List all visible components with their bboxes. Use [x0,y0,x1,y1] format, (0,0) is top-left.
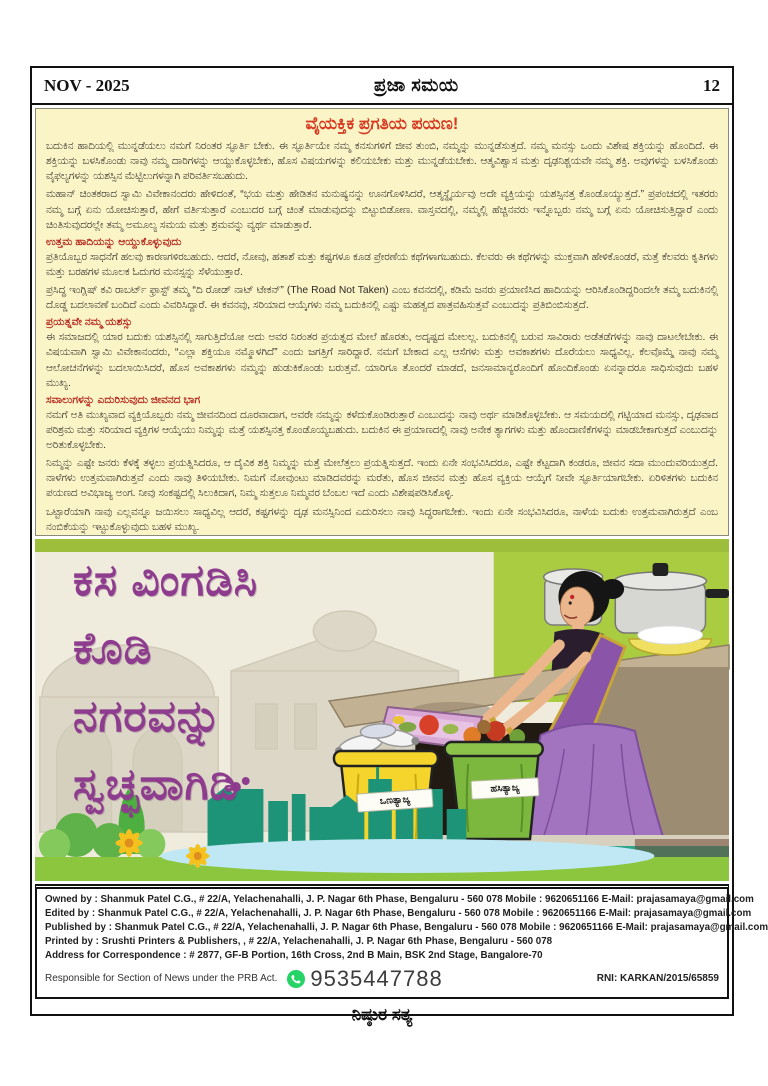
dry-waste-bin-label: ಒಣತ್ಯಾಜ್ಯ [356,788,433,812]
waste-segregation-ad [35,539,729,881]
article-paragraph: ಪ್ರತಿಯೊಬ್ಬರ ಸಾಧನೆಗೆ ಹಲವು ಕಾರಣಗಳಿರಬಹುದು. ಆದರೆ, ನೋವು, ಹತಾಶೆ ಮತ್ತು ಕಷ್ಟಗಳೂ ಕೂಡ ಪ್ರೇರಣೆಯ ಕಥೆಗಳಾಗಬಹುದು. ಕೆಲವರು ಈ ಕಥೆಗಳನ್ನು ಮುಕ್ತವಾಗಿ ಹೇಳಿಕೊಂಡರೆ, ಮತ್ತೆ ಕೆಲವರು ಕೃತಿಗಳು ಮತ್ತು ಬರಹಗಳ ಮೂಲಕ ಓದುಗರ ಮನಸ್ಸನ್ನು ಸೆಳೆಯುತ್ತಾರೆ. [46,251,718,278]
rni-registration: RNI: KARKAN/2015/65859 [596,973,719,985]
ad-slogan [73,556,259,831]
imprint-box [35,884,768,999]
bottom-strip [32,1002,732,1028]
masthead-bar [32,68,732,105]
page-number: 12 [702,75,720,95]
article-paragraph: ನಮಗೆ ಅತಿ ಮುಖ್ಯವಾದ ವ್ಯಕ್ತಿಯೊಬ್ಬರು ನಮ್ಮ ಜೀವನದಿಂದ ದೂರವಾದಾಗ, ಅವರೇ ನಮ್ಮನ್ನು ಕಳೆದುಕೊಂಡಿರುತ್ತಾರೆ ಎಂಬುದನ್ನು ನಾವು ಅರ್ಥ ಮಾಡಿಕೊಳ್ಳಬೇಕು. ಆ ಸಮಯದಲ್ಲಿ ಗಟ್ಟಿಯಾದ ಮನಸ್ಸು, ದೃಢವಾದ ಪರಿಶ್ರಮ ಮತ್ತು ಸರಿಯಾದ ವ್ಯಕ್ತಿಗಳ ಆಯ್ಕೆಯು ನಿಮ್ಮನ್ನು ಮತ್ತೆ ಯಶಸ್ಸಿನತ್ತ ಕೊಂಡೊಯ್ಯಬಹುದು. ಬದುಕಿನ ಈ ಪ್ರಯಾಣದಲ್ಲಿ ನಾವು ಅನೇಕ ತ್ಯಾಗಗಳು ಮತ್ತು ಹೊಂದಾಣಿಕೆಗಳನ್ನು ಮಾಡಬೇಕಾಗುತ್ತದೆ ಎಂಬುದನ್ನು ಅರಿತುಕೊಳ್ಳಬೇಕು. [46,409,718,451]
article-paragraph: ಮಹಾನ್ ಚಿಂತಕರಾದ ಸ್ವಾಮಿ ವಿವೇಕಾನಂದರು ಹೇಳಿದಂತೆ, “ಭಯ ಮತ್ತು ಹೇಡಿತನ ಮನುಷ್ಯನನ್ನು ಊನಗೊಳಿಸಿದರೆ, ಆತ್ಮಸ್ಥೈರ್ಯವು ಅದೇ ವ್ಯಕ್ತಿಯನ್ನು ಯಶಸ್ಸಿನತ್ತ ಕೊಂಡೊಯ್ಯುತ್ತದೆ.” ಪ್ರಪಂಚದಲ್ಲಿ ಇತರರು ನಮ್ಮ ಬಗ್ಗೆ ಏನು ಯೋಚಿಸುತ್ತಾರೆ, ಹೇಗೆ ವರ್ತಿಸುತ್ತಾರೆ ಎಂಬುದರ ಬಗ್ಗೆ ಚಿಂತೆ ಮಾಡುವುದನ್ನು ಬಿಟ್ಟುಬಿಡೋಣ. ವಾಸ್ತವದಲ್ಲಿ, ನಮ್ಮಲ್ಲಿ ಹೆಚ್ಚಿನವರು ಇನ್ನೊಬ್ಬರು ನಮ್ಮ ಬಗ್ಗೆ ಏನು ಯೋಚಿಸುತ್ತಿದ್ದಾರೆ ಎಂದು ಚಿಂತಿಸುವುದರಲ್ಲೇ ತಮ್ಮ ಅಮೂಲ್ಯ ಸಮಯ ಮತ್ತು ಶ್ರಮವನ್ನು ವ್ಯರ್ಥ ಮಾಡುತ್ತಾರೆ. [46,189,718,231]
ad-slogan-line: ಕಸ ವಿಂಗಡಿಸಿ [73,556,259,605]
article-subheading: ಪ್ರಯತ್ನವೇ ನಮ್ಮ ಯಶಸ್ಸು [46,316,133,329]
issue-date: NOV - 2025 [44,75,130,95]
article-paragraph: ಬದುಕಿನ ಹಾದಿಯಲ್ಲಿ ಮುನ್ನಡೆಯಲು ನಮಗೆ ನಿರಂತರ ಸ್ಫೂರ್ತಿ ಬೇಕು. ಈ ಸ್ಫೂರ್ತಿಯೇ ನಮ್ಮ ಕನಸುಗಳಿಗೆ ಜೀವ ತುಂಬಿ, ನಮ್ಮನ್ನು ಮುನ್ನಡೆಸುತ್ತದೆ. ನಮ್ಮ ಮನಸ್ಸು ಒಂದು ವಿಶೇಷ ಶಕ್ತಿಯನ್ನು ಹೊಂದಿದೆ. ಈ ಶಕ್ತಿಯನ್ನು ಬಳಸಿಕೊಂಡು ನಾವು ನಮ್ಮ ದಾರಿಗಳನ್ನು ಆಯ್ದುಕೊಳ್ಳಬೇಕು, ಹೊಸ ವಿಷಯಗಳನ್ನು ಕಲಿಯಬೇಕು ಮತ್ತು ಮುನ್ನಡೆಯಬೇಕು. ಆತ್ಮವಿಶ್ವಾಸ ಮತ್ತು ದೃಢನಿಶ್ಚಯವೇ ನಮ್ಮ ಶಕ್ತಿ. ಅವುಗಳನ್ನು ಬಳಸಿಕೊಂಡು ವೈಫಲ್ಯಗಳನ್ನು ಯಶಸ್ಸಿನ ಮೆಟ್ಟಿಲುಗಳನ್ನಾಗಿ ಪರಿವರ್ತಿಸಬಹುದು. [46,141,718,183]
ad-slogan-line: ಕೊಡಿ [73,624,153,673]
imprint-edited-by: Edited by : Shanmuk Patel C.G., # 22/A, Yelachenahalli, J. P. Nagar 6th Phase, Bengaluru - 560 078 Mobile : 9620651166 E-Mail: prajasamaya@gmail.com [45,907,752,919]
paper-title: ಪ್ರಜಾ ಸಮಯ [373,75,459,95]
imprint-printed-by: Printed by : Srushti Printers & Publishers, , # 22/A, Yelachenahalli, J. P. Nagar 6th Phase, Bengaluru - 560 078 [45,935,553,947]
article-paragraph: ಒಟ್ಟಾರೆಯಾಗಿ ನಾವು ಎಲ್ಲವನ್ನೂ ಜಯಿಸಲು ಸಾಧ್ಯವಿಲ್ಲ ಆದರೆ, ಕಷ್ಟಗಳನ್ನು ದೃಢ ಮನಸ್ಸಿನಿಂದ ಎದುರಿಸಲು ನಾವು ಸಿದ್ಧರಾಗಬೇಕು. ಇಂದು ಏನೇ ಸಂಭವಿಸಿದರೂ, ನಾಳೆಯ ಬದುಕು ಉತ್ತಮವಾಗಿರುತ್ತದೆ ಎಂಬ ನಂಬಿಕೆಯನ್ನು ಇಟ್ಟುಕೊಳ್ಳುವುದು ಬಹಳ ಮುಖ್ಯ. [46,506,718,533]
article-paragraph: ನಿಮ್ಮನ್ನು ಎಷ್ಟೇ ಜನರು ಕೆಳಕ್ಕೆ ತಳ್ಳಲು ಪ್ರಯತ್ನಿಸಿದರೂ, ಆ ದೈವಿಕ ಶಕ್ತಿ ನಿಮ್ಮನ್ನು ಮತ್ತೆ ಮೇಲೆತ್ತಲು ಪ್ರಯತ್ನಿಸುತ್ತದೆ. ಇಂದು ಏನೇ ಸಂಭವಿಸಿದರೂ, ಎಷ್ಟೇ ಕೆಟ್ಟದಾಗಿ ಕಂಡರೂ, ಜೀವನ ಸದಾ ಮುಂದುವರಿಯುತ್ತದೆ. ನಾಳೆಗಳು ಉತ್ತಮವಾಗಿರುತ್ತವೆ ಎಂದು ನಾವು ತಿಳಿಯಬೇಕು. ನಿಮಗೆ ನೋವುಂಟು ಮಾಡಿದವರನ್ನು ಮರೆತು, ಹೊಸ ಜೀವನ ಮತ್ತು ಹೊಸ ವ್ಯಕ್ತಿಯ ಆಯ್ಕೆಗೆ ನೀವೇ ಸ್ಫೂರ್ತಿಯಾಗಬೇಕು. ಏರಿಳಿತಗಳು ಬದುಕಿನ ಪಯಣದ ಅವಿಭಾಜ್ಯ ಅಂಗ. ನೀವು ಸಂಕಷ್ಟದಲ್ಲಿ ಸಿಲುಕಿದಾಗ, ನಿಮ್ಮ ಸುತ್ತಲೂ ನಿಮ್ಮವರ ಬೆಂಬಲ ಇದೆ ಎಂದು ವಿಶೇಷಪಡಿಸಿಕೊಳ್ಳಿ. [46,458,718,500]
article-subheading: ಉತ್ತಮ ಹಾದಿಯನ್ನು ಆಯ್ದುಕೊಳ್ಳುವುದು [46,235,182,248]
article-title: ವೈಯಕ್ತಿಕ ಪ್ರಗತಿಯ ಪಯಣ! [305,114,459,133]
ad-slogan-line: ನಗರವನ್ನು [73,692,223,741]
imprint-address: Address for Correspondence : # 2877, GF-B Portion, 16th Cross, 2nd B Main, BSK 2nd Stage, Bangalore-70 [45,949,543,961]
wet-waste-bin-label: ಹಸಿತ್ಯಾಜ್ಯ [471,777,540,800]
article-box [35,108,729,536]
imprint-bottom-row [45,966,719,992]
article-paragraph: ಈ ಸಮಾಜದಲ್ಲಿ ಯಾರ ಬದುಕು ಯಶಸ್ಸಿನಲ್ಲಿ ಸಾಗುತ್ತಿದೆಯೋ ಅದು ಅವರ ನಿರಂತರ ಪ್ರಯತ್ನದ ಮೇಲೆ ಹೊರತು, ಅದೃಷ್ಟದ ಮೇಲಲ್ಲ. ಬದುಕಿನಲ್ಲಿ ಬರುವ ಸಾವಿರಾರು ಅಡೆತಡೆಗಳನ್ನು ನಾವು ದಾಟಲೇಬೇಕು. ಈ ವಿಷಯವಾಗಿ ಸ್ವಾಮಿ ವಿವೇಕಾನಂದರು, “ಎಲ್ಲಾ ಶಕ್ತಿಯೂ ನಮ್ಮೊಳಗಿದೆ” ಎಂದು ಜಗತ್ತಿಗೆ ಸಾರಿದ್ದಾರೆ. ನಮಗೆ ಬೇಕಾದ ಎಲ್ಲ ಆಸೆಗಳು ಮತ್ತು ಅವಕಾಶಗಳು ದೊರೆಯಲು ಸಾಧ್ಯವಿಲ್ಲ. ಕೆಲವೊಮ್ಮೆ ನಾವು ನಮ್ಮ ಆಲೋಚನೆಗಳನ್ನು ಬದಲಾಯಿಸಿದರೆ, ಹೊಸ ಅವಕಾಶಗಳು ನಮ್ಮನ್ನು ಹುಡುಕಿಕೊಂಡು ಬರುತ್ತವೆ. ಯಾರಿಗೂ ತೊಂದರೆ ಮಾಡದೆ, ಜನಸಾಮಾನ್ಯರೊಂದಿಗೆ ಹೊಂದಿಕೊಂಡು ಏನನ್ನಾದರೂ ಸಾಧಿಸುವುದು ಬಹಳ ಮುಖ್ಯ. [46,332,718,389]
imprint-published-by: Published by : Shanmuk Patel C.G., # 22/A, Yelachenahalli, J. P. Nagar 6th Phase, Bengaluru - 560 078 Mobile : 9620651166 E-Mail: prajasamaya@gmail.com [45,921,768,933]
newspaper-page [30,66,768,1024]
whatsapp-icon [287,970,305,988]
imprint-owned-by: Owned by : Shanmuk Patel C.G., # 22/A, Yelachenahalli, J. P. Nagar 6th Phase, Bengaluru - 560 078 Mobile : 9620651166 E-Mail: prajasamaya@gmail.com [45,894,754,905]
paper-motto: ನಿಷ್ಠುರ ಸತ್ಯ [351,1004,413,1024]
article-paragraph: ಪ್ರಸಿದ್ಧ ಇಂಗ್ಲಿಷ್ ಕವಿ ರಾಬರ್ಟ್ ಫ್ರಾಸ್ಟ್ ತಮ್ಮ “ದಿ ರೋಡ್ ನಾಟ್ ಟೇಕನ್” (The Road Not Taken) ಎಂಬ ಕವನದಲ್ಲಿ, ಕಡಿಮೆ ಜನರು ಪ್ರಯಾಣಿಸಿದ ಹಾದಿಯನ್ನು ಆರಿಸಿಕೊಂಡಿದ್ದರಿಂದಲೇ ತಮ್ಮ ಬದುಕಿನಲ್ಲಿ ದೊಡ್ಡ ಬದಲಾವಣೆ ಬಂದಿದೆ ಎಂದು ವಿವರಿಸಿದ್ದಾರೆ. ಈ ಕವನವು, ಸರಿಯಾದ ಆಯ್ಕೆಗಳು ನಮ್ಮ ಬದುಕಿನಲ್ಲಿ ಎಷ್ಟು ಮಹತ್ವದ ಪಾತ್ರವಹಿಸುತ್ತವೆ ಎಂಬುದನ್ನು ಪ್ರತಿಬಿಂಬಿಸುತ್ತದೆ. [46,285,718,312]
prb-act-text: Responsible for Section of News under the PRB Act. [45,973,278,985]
ad-slogan-line: ಸ್ವಚ್ಛವಾಗಿಡಿ [73,760,239,809]
article-subheading: ಸವಾಲುಗಳನ್ನು ಎದುರಿಸುವುದು ಜೀವನದ ಭಾಗ [46,393,201,406]
contact-phone-number: 9535447788 [310,965,443,991]
